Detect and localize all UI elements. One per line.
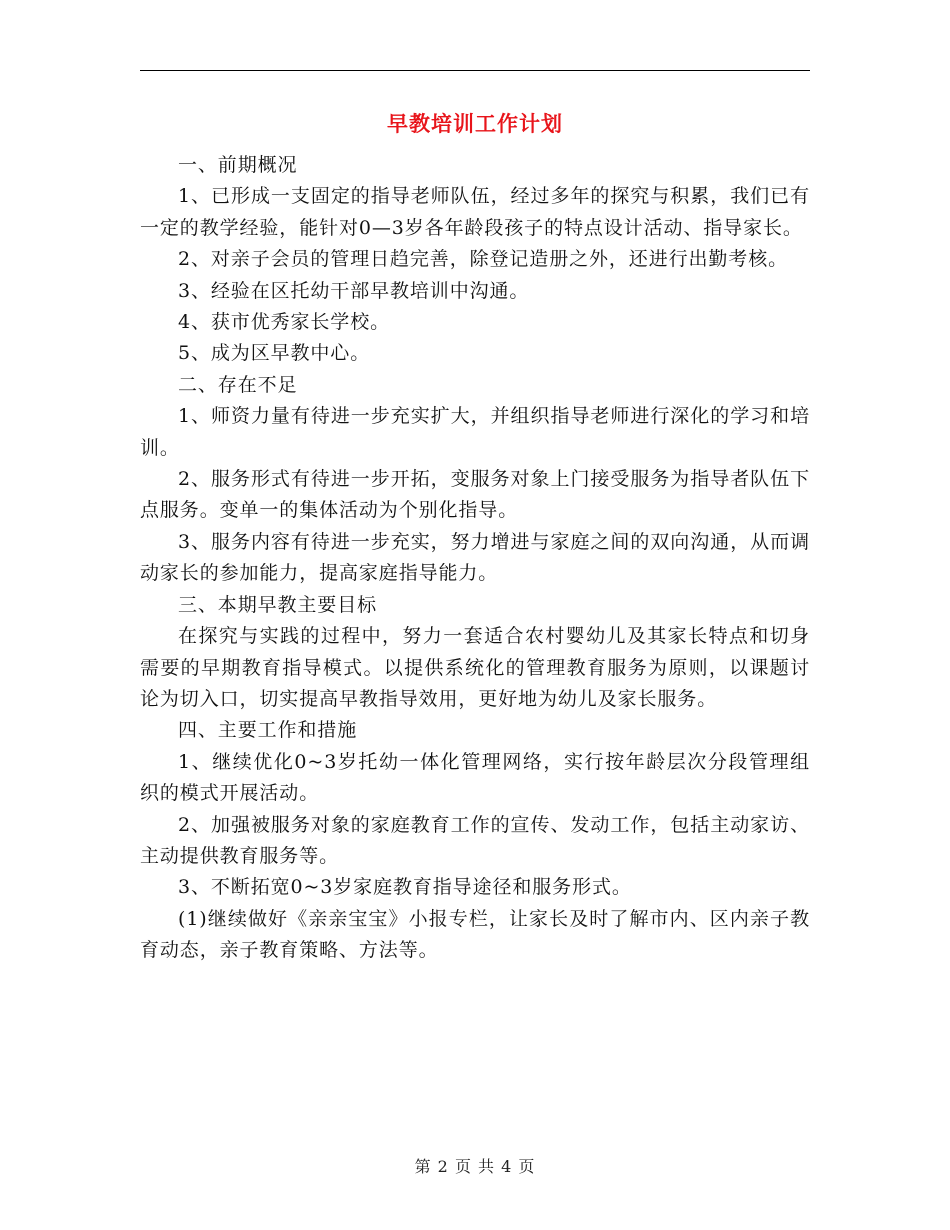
paragraph: (1)继续做好《亲亲宝宝》小报专栏，让家长及时了解市内、区内亲子教育动态，亲子教育策略、方法等。 bbox=[140, 907, 810, 962]
paragraph: 3、不断拓宽0~3岁家庭教育指导途径和服务形式。 bbox=[178, 876, 632, 899]
paragraph: 2、对亲子会员的管理日趋完善，除登记造册之外，还进行出勤考核。 bbox=[178, 248, 788, 271]
section-heading-goals: 三、本期早教主要目标 bbox=[178, 593, 378, 616]
paragraph: 2、加强被服务对象的家庭教育工作的宣传、发动工作，包括主动家访、主动提供教育服务等。 bbox=[140, 813, 810, 867]
section-heading-shortcomings: 二、存在不足 bbox=[178, 373, 298, 396]
header-rule bbox=[140, 70, 810, 71]
paragraph: 在探究与实践的过程中，努力一套适合农村婴幼儿及其家长特点和切身需要的早期教育指导模式。以提供系统化的管理教育服务为原则，以课题讨论为切入口，切实提高早教指导效用，更好地为幼儿及家长服务。 bbox=[140, 625, 810, 710]
paragraph: 4、获市优秀家长学校。 bbox=[178, 311, 390, 334]
paragraph: 1、继续优化0~3岁托幼一体化管理网络，实行按年龄层次分段管理组织的模式开展活动。 bbox=[140, 750, 810, 805]
section-heading-measures: 四、主要工作和措施 bbox=[178, 719, 358, 742]
paragraph: 3、经验在区托幼干部早教培训中沟通。 bbox=[178, 279, 530, 302]
document-body bbox=[140, 150, 810, 967]
document-title: 早教培训工作计划 bbox=[387, 111, 563, 136]
paragraph: 1、已形成一支固定的指导老师队伍，经过多年的探究与积累，我们已有一定的教学经验，能针对0—3岁各年龄段孩子的特点设计活动、指导家长。 bbox=[140, 185, 810, 239]
paragraph: 2、服务形式有待进一步开拓，变服务对象上门接受服务为指导者队伍下点服务。变单一的集体活动为个别化指导。 bbox=[140, 468, 810, 522]
paragraph: 1、师资力量有待进一步充实扩大，并组织指导老师进行深化的学习和培训。 bbox=[140, 405, 810, 459]
page-footer: 第 2 页 共 4 页 bbox=[414, 1157, 536, 1176]
paragraph: 5、成为区早教中心。 bbox=[178, 342, 371, 365]
paragraph: 3、服务内容有待进一步充实，努力增进与家庭之间的双向沟通，从而调动家长的参加能力，提高家庭指导能力。 bbox=[140, 530, 810, 585]
section-heading-overview: 一、前期概况 bbox=[178, 154, 298, 176]
